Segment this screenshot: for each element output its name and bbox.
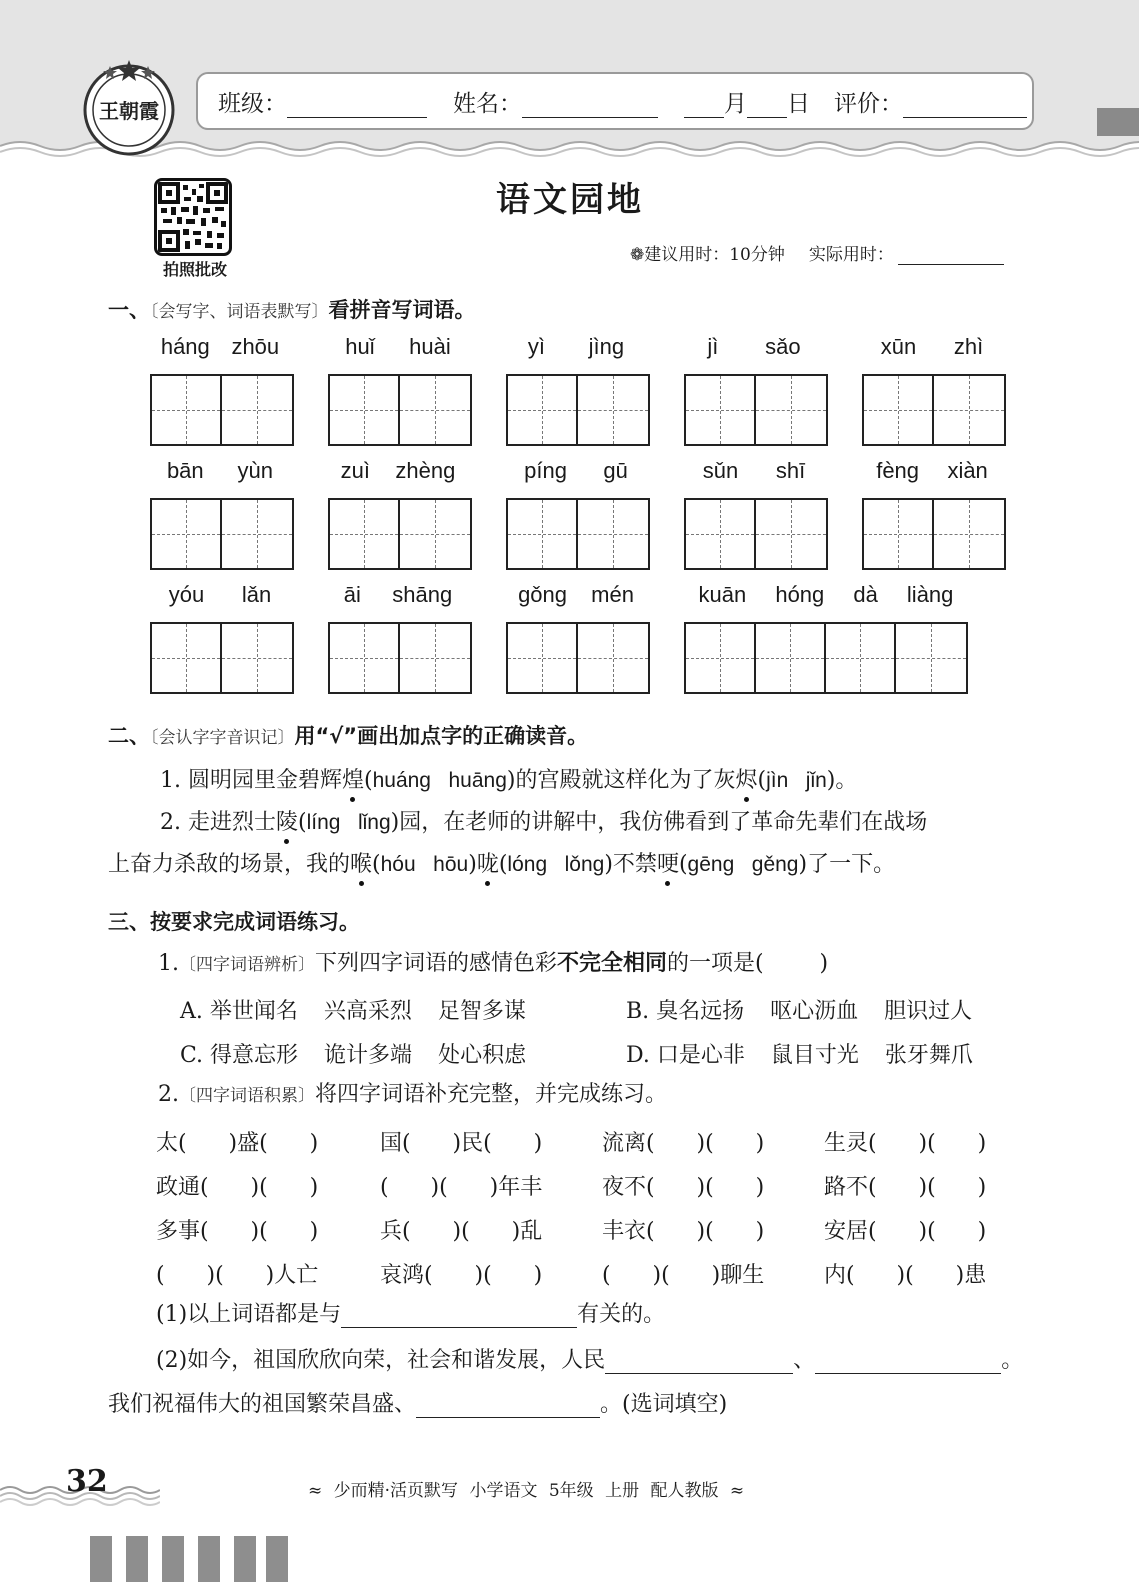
sentence-text: ( bbox=[498, 852, 508, 877]
evaluation-field bbox=[834, 85, 1027, 118]
writing-box[interactable] bbox=[862, 498, 1006, 570]
sub-question-text: 我们祝福伟大的祖国繁荣昌盛、 bbox=[108, 1392, 417, 1417]
pinyin-syllable: bān bbox=[166, 458, 204, 483]
pinyin-syllable: sǎo bbox=[765, 334, 801, 359]
grid-cell[interactable] bbox=[756, 500, 826, 568]
pinyin-label bbox=[328, 582, 468, 608]
pinyin-syllable: lǎn bbox=[241, 582, 272, 607]
pinyin-syllable: sǔn bbox=[702, 458, 739, 483]
option-a[interactable] bbox=[180, 994, 526, 1025]
sub-question-text: 。(选词填空) bbox=[600, 1392, 728, 1417]
pinyin-syllable: jìng bbox=[588, 334, 625, 359]
writing-box[interactable] bbox=[150, 622, 294, 694]
question-3-2 bbox=[158, 1082, 667, 1108]
pinyin-syllable: shī bbox=[775, 458, 806, 483]
sub-question-text: (2)如今，祖国欣欣向荣，社会和谐发展，人民 bbox=[156, 1348, 606, 1373]
idiom-fill[interactable]: 丰衣( )( ) bbox=[602, 1219, 765, 1244]
grid-cell[interactable] bbox=[222, 624, 292, 692]
logo-text: 王朝霞 bbox=[99, 99, 159, 123]
answer-blank[interactable] bbox=[815, 1352, 1001, 1374]
pinyin-syllable: jì bbox=[707, 334, 719, 359]
writing-box[interactable] bbox=[684, 498, 828, 570]
pinyin-syllable: xiàn bbox=[947, 458, 988, 483]
pinyin-syllable: fèng bbox=[876, 458, 920, 483]
day-input-line[interactable] bbox=[747, 96, 787, 118]
section-2-tag: 〔会认字字音识记〕 bbox=[150, 728, 295, 748]
pinyin-label bbox=[506, 582, 646, 608]
day-label: 日 bbox=[787, 90, 810, 117]
page-title: 语文园地 bbox=[496, 180, 644, 220]
pinyin-label bbox=[328, 458, 468, 484]
actual-time-input-line[interactable] bbox=[898, 247, 1004, 265]
grid-cell[interactable] bbox=[756, 376, 826, 444]
dotted-char: 陵 bbox=[275, 810, 298, 835]
sentence-text: )。 bbox=[826, 768, 858, 793]
answer-paren[interactable]: 的一项是( ) bbox=[667, 951, 829, 976]
grid-cell[interactable] bbox=[686, 500, 756, 568]
suggested-time: ❁建议用时：10分钟 bbox=[630, 245, 785, 265]
question-3-1 bbox=[158, 950, 828, 977]
option-word: 鼠目寸光 bbox=[770, 1043, 859, 1068]
pinyin-syllable: kuān bbox=[698, 582, 747, 607]
writing-box[interactable] bbox=[506, 498, 650, 570]
pinyin-choice[interactable]: jìn jǐn bbox=[766, 769, 827, 792]
pinyin-syllable: yùn bbox=[237, 458, 274, 483]
sentence-text: ( bbox=[678, 852, 688, 877]
sub-question-text: 、 bbox=[793, 1348, 816, 1373]
idiom-fill[interactable]: 哀鸿( )( ) bbox=[380, 1263, 543, 1288]
footer-bar bbox=[198, 1536, 220, 1582]
pinyin-label bbox=[862, 458, 1002, 484]
sentence-text: 上奋力杀敌的场景，我的 bbox=[108, 852, 351, 877]
section-3-number: 三、 bbox=[108, 910, 150, 934]
question-tag: 〔四字词语辨析〕 bbox=[179, 955, 315, 975]
section-1-heading bbox=[108, 294, 476, 324]
dotted-char: 哽 bbox=[656, 852, 679, 877]
grid-cell[interactable] bbox=[686, 624, 756, 692]
student-info-box bbox=[196, 72, 1034, 130]
question-emphasis: 不完全相同 bbox=[557, 950, 668, 976]
pinyin-choice[interactable]: lóng lǒng bbox=[507, 853, 605, 876]
name-label: 姓名： bbox=[453, 90, 522, 117]
footer-bar bbox=[266, 1536, 288, 1582]
answer-blank[interactable] bbox=[341, 1306, 577, 1328]
grid-cell[interactable] bbox=[330, 500, 400, 568]
time-info bbox=[630, 240, 1004, 265]
pinyin-syllable: hóng bbox=[775, 582, 825, 607]
pinyin-syllable: gū bbox=[603, 458, 628, 483]
brand-logo bbox=[80, 58, 178, 156]
idiom-fill[interactable]: 兵( )( )乱 bbox=[380, 1219, 543, 1244]
sentence-text: 1. 圆明园里金碧辉 bbox=[160, 768, 342, 793]
pinyin-syllable: háng bbox=[160, 334, 210, 359]
sentence-text: ( bbox=[757, 768, 767, 793]
answer-blank[interactable] bbox=[416, 1396, 600, 1418]
grid-cell[interactable] bbox=[222, 376, 292, 444]
month-input-line[interactable] bbox=[684, 96, 724, 118]
pinyin-label bbox=[506, 334, 646, 360]
writing-box[interactable] bbox=[862, 374, 1006, 446]
grid-cell[interactable] bbox=[896, 624, 966, 692]
qr-label: 拍照批改 bbox=[162, 260, 227, 279]
option-word: A. 举世闻名 bbox=[180, 999, 298, 1024]
sentence-text: ( bbox=[364, 768, 373, 793]
grid-cell[interactable] bbox=[934, 376, 1004, 444]
pinyin-syllable: píng bbox=[524, 458, 567, 483]
pinyin-syllable: zhèng bbox=[395, 458, 456, 483]
idiom-fill[interactable]: 太( )盛( ) bbox=[156, 1131, 319, 1156]
pinyin-syllable: mén bbox=[591, 582, 634, 607]
pinyin-label bbox=[150, 582, 290, 608]
footer-bar bbox=[162, 1536, 184, 1582]
idiom-fill[interactable]: 内( )( )患 bbox=[824, 1263, 987, 1288]
sub-question-1 bbox=[156, 1302, 665, 1328]
grid-cell[interactable] bbox=[152, 500, 222, 568]
writing-box[interactable] bbox=[684, 622, 968, 694]
pinyin-label bbox=[684, 582, 968, 608]
section-1-tag: 〔会写字、词语表默写〕 bbox=[150, 302, 329, 322]
pinyin-syllable: zuì bbox=[340, 458, 371, 483]
writing-box[interactable] bbox=[150, 498, 294, 570]
grid-cell[interactable] bbox=[756, 624, 826, 692]
pinyin-syllable: yóu bbox=[168, 582, 205, 607]
question-number: 1. bbox=[158, 951, 179, 976]
grid-cell[interactable] bbox=[400, 500, 470, 568]
option-word: B. 臭名远扬 bbox=[626, 999, 745, 1024]
section-2-heading bbox=[108, 720, 588, 750]
sentence-text: )的宫殿就这样化为了灰 bbox=[506, 768, 736, 793]
grid-cell[interactable] bbox=[152, 624, 222, 692]
name-field bbox=[453, 85, 658, 118]
idiom-fill[interactable]: 流离( )( ) bbox=[602, 1131, 765, 1156]
answer-blank[interactable] bbox=[605, 1352, 793, 1374]
footer-bar bbox=[90, 1536, 112, 1582]
footer-bar bbox=[234, 1536, 256, 1582]
actual-time-label: 实际用时： bbox=[808, 245, 894, 265]
sentence-text: ) bbox=[468, 852, 477, 877]
pinyin-syllable: āi bbox=[343, 582, 361, 607]
idiom-fill[interactable]: 路不( )( ) bbox=[824, 1175, 987, 1200]
grid-cell[interactable] bbox=[508, 500, 578, 568]
option-d[interactable] bbox=[626, 1038, 973, 1069]
option-word: 张牙舞爪 bbox=[884, 1043, 973, 1068]
pinyin-label bbox=[862, 334, 1002, 360]
section-1-title: 看拼音写词语。 bbox=[328, 298, 476, 322]
pinyin-syllable: zhōu bbox=[231, 334, 280, 359]
idiom-fill[interactable]: ( )( )年丰 bbox=[380, 1175, 543, 1200]
grid-cell[interactable] bbox=[508, 376, 578, 444]
idiom-fill[interactable]: ( )( )人亡 bbox=[156, 1263, 319, 1288]
option-word: 兴高采烈 bbox=[323, 999, 412, 1024]
option-c[interactable] bbox=[180, 1038, 526, 1069]
grid-cell[interactable] bbox=[864, 376, 934, 444]
sentence-text: 2. 走进烈士 bbox=[160, 810, 276, 835]
grid-cell[interactable] bbox=[330, 624, 400, 692]
pinyin-syllable: dà bbox=[853, 582, 878, 607]
option-word: 胆识过人 bbox=[884, 999, 973, 1024]
evaluation-label: 评价： bbox=[834, 90, 903, 117]
grid-cell[interactable] bbox=[578, 624, 648, 692]
grid-cell[interactable] bbox=[330, 376, 400, 444]
sub-question-text: (1)以上词语都是与 bbox=[156, 1302, 342, 1327]
pinyin-syllable: yì bbox=[527, 334, 545, 359]
section-2-number: 二、 bbox=[108, 724, 150, 748]
pinyin-syllable: liàng bbox=[906, 582, 954, 607]
pinyin-syllable: xūn bbox=[880, 334, 917, 359]
dotted-char: 煌 bbox=[341, 768, 364, 793]
pinyin-syllable: shāng bbox=[392, 582, 453, 607]
grid-cell[interactable] bbox=[222, 500, 292, 568]
dotted-char: 咙 bbox=[476, 852, 499, 877]
class-label: 班级： bbox=[218, 90, 287, 117]
question-text: 将四字词语补充完整，并完成练习。 bbox=[315, 1082, 668, 1107]
grid-cell[interactable] bbox=[686, 376, 756, 444]
grid-cell[interactable] bbox=[508, 624, 578, 692]
writing-box[interactable] bbox=[150, 374, 294, 446]
option-b[interactable] bbox=[626, 994, 972, 1025]
dotted-char: 烬 bbox=[735, 768, 758, 793]
idiom-fill[interactable]: 夜不( )( ) bbox=[602, 1175, 765, 1200]
sentence-text: )园，在老师的讲解中，我仿佛看到了革命先辈们在战场 bbox=[390, 810, 928, 835]
writing-box[interactable] bbox=[506, 374, 650, 446]
section-1-number: 一、 bbox=[108, 298, 150, 322]
writing-box[interactable] bbox=[328, 498, 472, 570]
sub-question-text: 有关的。 bbox=[577, 1302, 666, 1327]
pinyin-syllable: huǐ bbox=[345, 334, 375, 359]
writing-box[interactable] bbox=[506, 622, 650, 694]
pinyin-choice[interactable]: gēng gěng bbox=[687, 853, 799, 876]
pinyin-label bbox=[328, 334, 468, 360]
date-field bbox=[684, 85, 810, 118]
question-2-2-continued bbox=[108, 852, 895, 878]
idiom-fill[interactable]: 安居( )( ) bbox=[824, 1219, 987, 1244]
footer-bar bbox=[126, 1536, 148, 1582]
sub-question-text: 。 bbox=[1001, 1348, 1024, 1373]
evaluation-input-line[interactable] bbox=[903, 96, 1027, 118]
question-2-2 bbox=[160, 810, 927, 836]
idiom-fill[interactable]: 生灵( )( ) bbox=[824, 1131, 987, 1156]
writing-box[interactable] bbox=[684, 374, 828, 446]
grid-cell[interactable] bbox=[578, 376, 648, 444]
class-input-line[interactable] bbox=[287, 96, 427, 118]
section-2-title: 用“√”画出加点字的正确读音。 bbox=[294, 724, 589, 748]
section-3-heading bbox=[108, 906, 360, 936]
class-field bbox=[218, 85, 427, 118]
sentence-text: )不禁 bbox=[604, 852, 657, 877]
grid-cell[interactable] bbox=[578, 500, 648, 568]
option-word: 诡计多端 bbox=[324, 1043, 413, 1068]
option-word: D. 口是心非 bbox=[626, 1043, 745, 1068]
question-2-1 bbox=[160, 768, 857, 794]
book-info: ≈ 少而精·活页默写 小学语文 5年级 上册 配人教版 ≈ bbox=[308, 1481, 745, 1501]
pinyin-syllable: huài bbox=[409, 334, 451, 359]
question-tag: 〔四字词语积累〕 bbox=[179, 1086, 315, 1106]
month-label: 月 bbox=[724, 90, 747, 117]
idiom-fill[interactable]: 政通( )( ) bbox=[156, 1175, 319, 1200]
grid-cell[interactable] bbox=[826, 624, 896, 692]
idiom-fill[interactable]: ( )( )聊生 bbox=[602, 1263, 765, 1288]
pinyin-label bbox=[150, 458, 290, 484]
grid-cell[interactable] bbox=[864, 500, 934, 568]
pinyin-choice[interactable]: líng lǐng bbox=[306, 811, 391, 834]
option-word: 足智多谋 bbox=[437, 999, 526, 1024]
writing-box[interactable] bbox=[328, 622, 472, 694]
dotted-char: 喉 bbox=[350, 852, 373, 877]
sub-question-2 bbox=[156, 1348, 1023, 1374]
question-text: 下列四字词语的感情色彩 bbox=[315, 951, 558, 976]
pinyin-choice[interactable]: huáng huāng bbox=[372, 769, 507, 792]
pinyin-label bbox=[150, 334, 290, 360]
section-3-title: 按要求完成词语练习。 bbox=[150, 910, 360, 934]
idiom-fill[interactable]: 多事( )( ) bbox=[156, 1219, 319, 1244]
pinyin-label bbox=[684, 458, 824, 484]
pinyin-choice[interactable]: hóu hōu bbox=[380, 853, 469, 876]
sentence-text: )了一下。 bbox=[798, 852, 896, 877]
option-word: 呕心沥血 bbox=[770, 999, 859, 1024]
question-number: 2. bbox=[158, 1082, 179, 1107]
idiom-fill[interactable]: 国( )民( ) bbox=[380, 1131, 543, 1156]
writing-box[interactable] bbox=[328, 374, 472, 446]
name-input-line[interactable] bbox=[522, 96, 658, 118]
grid-cell[interactable] bbox=[152, 376, 222, 444]
page-number: 32 bbox=[66, 1464, 108, 1499]
sentence-text: ( bbox=[372, 852, 381, 877]
pinyin-label bbox=[684, 334, 824, 360]
grid-cell[interactable] bbox=[934, 500, 1004, 568]
pinyin-syllable: zhì bbox=[953, 334, 984, 359]
sentence-text: ( bbox=[298, 810, 307, 835]
option-word: C. 得意忘形 bbox=[180, 1043, 299, 1068]
pinyin-syllable: gǒng bbox=[518, 582, 568, 607]
sub-question-2-continued bbox=[108, 1392, 727, 1418]
side-tab bbox=[1097, 108, 1139, 136]
pinyin-label bbox=[506, 458, 646, 484]
qr-code-icon[interactable] bbox=[154, 178, 232, 256]
grid-cell[interactable] bbox=[400, 624, 470, 692]
grid-cell[interactable] bbox=[400, 376, 470, 444]
option-word: 处心积虑 bbox=[438, 1043, 527, 1068]
